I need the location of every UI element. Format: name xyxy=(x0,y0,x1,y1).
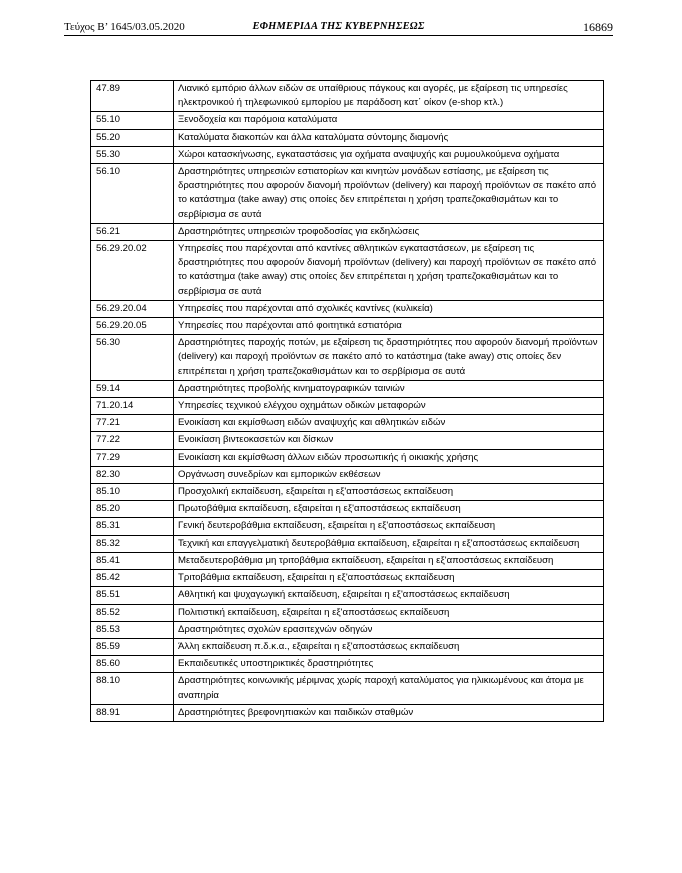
activity-description-cell: Προσχολική εκπαίδευση, εξαιρείται η εξ'αποστάσεως εκπαίδευση xyxy=(174,484,604,501)
issue-number: Τεύχος Β’ 1645/03.05.2020 xyxy=(64,21,185,33)
table-row xyxy=(91,112,604,129)
table-row xyxy=(91,466,604,483)
activity-code-cell: 56.29.20.05 xyxy=(91,318,174,335)
activity-code-cell: 56.30 xyxy=(91,335,174,381)
activity-code-cell: 55.20 xyxy=(91,129,174,146)
activity-description-cell: Δραστηριότητες σχολών ερασιτεχνών οδηγών xyxy=(174,621,604,638)
activity-description-cell: Τεχνική και επαγγελματική δευτεροβάθμια εκπαίδευση, εξαιρείται η εξ'αποστάσεως εκπαίδευση xyxy=(174,535,604,552)
table-row xyxy=(91,484,604,501)
table-row xyxy=(91,638,604,655)
activity-description-cell: Πολιτιστική εκπαίδευση, εξαιρείται η εξ'αποστάσεως εκπαίδευση xyxy=(174,604,604,621)
activity-code-cell: 56.21 xyxy=(91,223,174,240)
table-row xyxy=(91,241,604,301)
activity-code-cell: 77.21 xyxy=(91,415,174,432)
activity-code-cell: 47.89 xyxy=(91,81,174,112)
table-row xyxy=(91,604,604,621)
activity-code-cell: 85.52 xyxy=(91,604,174,621)
activity-code-cell: 88.91 xyxy=(91,704,174,721)
activity-code-cell: 85.51 xyxy=(91,587,174,604)
activity-description-cell: Δραστηριότητες κοινωνικής μέριμνας χωρίς παροχή καταλύματος για ηλικιωμένους και άτομα με αναπηρία xyxy=(174,673,604,704)
table-row xyxy=(91,449,604,466)
activity-description-cell: Δραστηριότητες παροχής ποτών, με εξαίρεση τις δραστηριότητες που αφορούν διανομή προϊόντων (delivery) και παροχή προϊόντων σε πακέτο από το κατάστημα (take away) στις οποίες δεν επιτρέπεται η χρήση τραπεζοκαθισμάτων και το σερβίρισμα σε αυτά xyxy=(174,335,604,381)
table-row xyxy=(91,587,604,604)
activity-code-cell: 71.20.14 xyxy=(91,398,174,415)
activity-code-cell: 85.60 xyxy=(91,656,174,673)
table-row xyxy=(91,656,604,673)
table-row xyxy=(91,518,604,535)
activity-description-cell: Ενοικίαση και εκμίσθωση ειδών αναψυχής και αθλητικών ειδών xyxy=(174,415,604,432)
page-header xyxy=(64,20,613,36)
table-row xyxy=(91,501,604,518)
activity-code-cell: 85.32 xyxy=(91,535,174,552)
activity-code-cell: 85.53 xyxy=(91,621,174,638)
table-row xyxy=(91,415,604,432)
activity-description-cell: Δραστηριότητες προβολής κινηματογραφικών ταινιών xyxy=(174,380,604,397)
activity-code-cell: 56.29.20.02 xyxy=(91,241,174,301)
table-row xyxy=(91,535,604,552)
activity-description-cell: Ενοικίαση και εκμίσθωση άλλων ειδών προσωπικής ή οικιακής χρήσης xyxy=(174,449,604,466)
activity-code-cell: 55.30 xyxy=(91,146,174,163)
activity-description-cell: Υπηρεσίες τεχνικού ελέγχου οχημάτων οδικών μεταφορών xyxy=(174,398,604,415)
table-row xyxy=(91,223,604,240)
activity-code-cell: 82.30 xyxy=(91,466,174,483)
activity-code-cell: 85.20 xyxy=(91,501,174,518)
header-rule xyxy=(64,35,613,36)
activity-description-cell: Πρωτοβάθμια εκπαίδευση, εξαιρείται η εξ'αποστάσεως εκπαίδευση xyxy=(174,501,604,518)
table-row xyxy=(91,704,604,721)
activity-code-cell: 85.10 xyxy=(91,484,174,501)
table-row xyxy=(91,164,604,224)
table-row xyxy=(91,621,604,638)
table-row xyxy=(91,146,604,163)
activity-description-cell: Εκπαιδευτικές υποστηρικτικές δραστηριότητες xyxy=(174,656,604,673)
activity-description-cell: Υπηρεσίες που παρέχονται από σχολικές καντίνες (κυλικεία) xyxy=(174,300,604,317)
activity-code-cell: 77.22 xyxy=(91,432,174,449)
activity-description-cell: Υπηρεσίες που παρέχονται από καντίνες αθλητικών εγκαταστάσεων, με εξαίρεση τις δραστηριότητες που αφορούν διανομή προϊόντων (delivery) και παροχή προϊόντων σε πακέτο από το κατάστημα (take away) στις οποίες δεν επιτρέπεται η χρήση τραπεζοκαθισμάτων και το σερβίρισμα σε αυτά xyxy=(174,241,604,301)
activity-code-cell: 56.10 xyxy=(91,164,174,224)
activity-description-cell: Δραστηριότητες υπηρεσιών εστιατορίων και κινητών μονάδων εστίασης, με εξαίρεση τις δραστηριότητες που αφορούν διανομή προϊόντων (delivery) και παροχή προϊόντων σε πακέτο από το κατάστημα (take away) στις οποίες δεν επιτρέπεται η χρήση τραπεζοκαθισμάτων και το σερβίρισμα σε αυτά xyxy=(174,164,604,224)
table-row xyxy=(91,552,604,569)
activity-description-cell: Οργάνωση συνεδρίων και εμπορικών εκθέσεων xyxy=(174,466,604,483)
activity-description-cell: Ξενοδοχεία και παρόμοια καταλύματα xyxy=(174,112,604,129)
table-row xyxy=(91,81,604,112)
activity-description-cell: Τριτοβάθμια εκπαίδευση, εξαιρείται η εξ'αποστάσεως εκπαίδευση xyxy=(174,570,604,587)
activity-description-cell: Αθλητική και ψυχαγωγική εκπαίδευση, εξαιρείται η εξ'αποστάσεως εκπαίδευση xyxy=(174,587,604,604)
activity-codes-table xyxy=(90,80,604,722)
activity-description-cell: Ενοικίαση βιντεοκασετών και δίσκων xyxy=(174,432,604,449)
activity-code-cell: 85.41 xyxy=(91,552,174,569)
activity-code-cell: 77.29 xyxy=(91,449,174,466)
table-row xyxy=(91,673,604,704)
table-row xyxy=(91,398,604,415)
table-row xyxy=(91,380,604,397)
activity-code-cell: 85.31 xyxy=(91,518,174,535)
activity-code-cell: 85.42 xyxy=(91,570,174,587)
activity-code-cell: 85.59 xyxy=(91,638,174,655)
table-row xyxy=(91,335,604,381)
activity-code-cell: 88.10 xyxy=(91,673,174,704)
activity-description-cell: Μεταδευτεροβάθμια μη τριτοβάθμια εκπαίδευση, εξαιρείται η εξ'αποστάσεως εκπαίδευση xyxy=(174,552,604,569)
gazette-title: ΕΦΗΜΕΡΙΔΑ ΤΗΣ ΚΥΒΕΡΝΗΣΕΩΣ xyxy=(252,21,425,32)
activity-description-cell: Λιανικό εμπόριο άλλων ειδών σε υπαίθριους πάγκους και αγορές, με εξαίρεση τις υπηρεσίες ηλεκτρονικού ή τηλεφωνικού εμπορίου με παράδοση κατ΄ οίκον (e-shop κτλ.) xyxy=(174,81,604,112)
activity-description-cell: Γενική δευτεροβάθμια εκπαίδευση, εξαιρείται η εξ'αποστάσεως εκπαίδευση xyxy=(174,518,604,535)
activity-code-cell: 59.14 xyxy=(91,380,174,397)
table-row xyxy=(91,570,604,587)
activity-code-cell: 56.29.20.04 xyxy=(91,300,174,317)
activity-description-cell: Καταλύματα διακοπών και άλλα καταλύματα σύντομης διαμονής xyxy=(174,129,604,146)
activity-description-cell: Υπηρεσίες που παρέχονται από φοιτητικά εστιατόρια xyxy=(174,318,604,335)
table-row xyxy=(91,300,604,317)
activity-description-cell: Δραστηριότητες βρεφονηπιακών και παιδικών σταθμών xyxy=(174,704,604,721)
table-row xyxy=(91,432,604,449)
activity-description-cell: Δραστηριότητες υπηρεσιών τροφοδοσίας για εκδηλώσεις xyxy=(174,223,604,240)
table-body xyxy=(91,81,604,722)
page-number: 16869 xyxy=(583,20,613,34)
table-row xyxy=(91,318,604,335)
activity-description-cell: Χώροι κατασκήνωσης, εγκαταστάσεις για οχήματα αναψυχής και ρυμουλκούμενα οχήματα xyxy=(174,146,604,163)
activity-description-cell: Άλλη εκπαίδευση π.δ.κ.α., εξαιρείται η εξ'αποστάσεως εκπαίδευση xyxy=(174,638,604,655)
activity-code-cell: 55.10 xyxy=(91,112,174,129)
table-row xyxy=(91,129,604,146)
